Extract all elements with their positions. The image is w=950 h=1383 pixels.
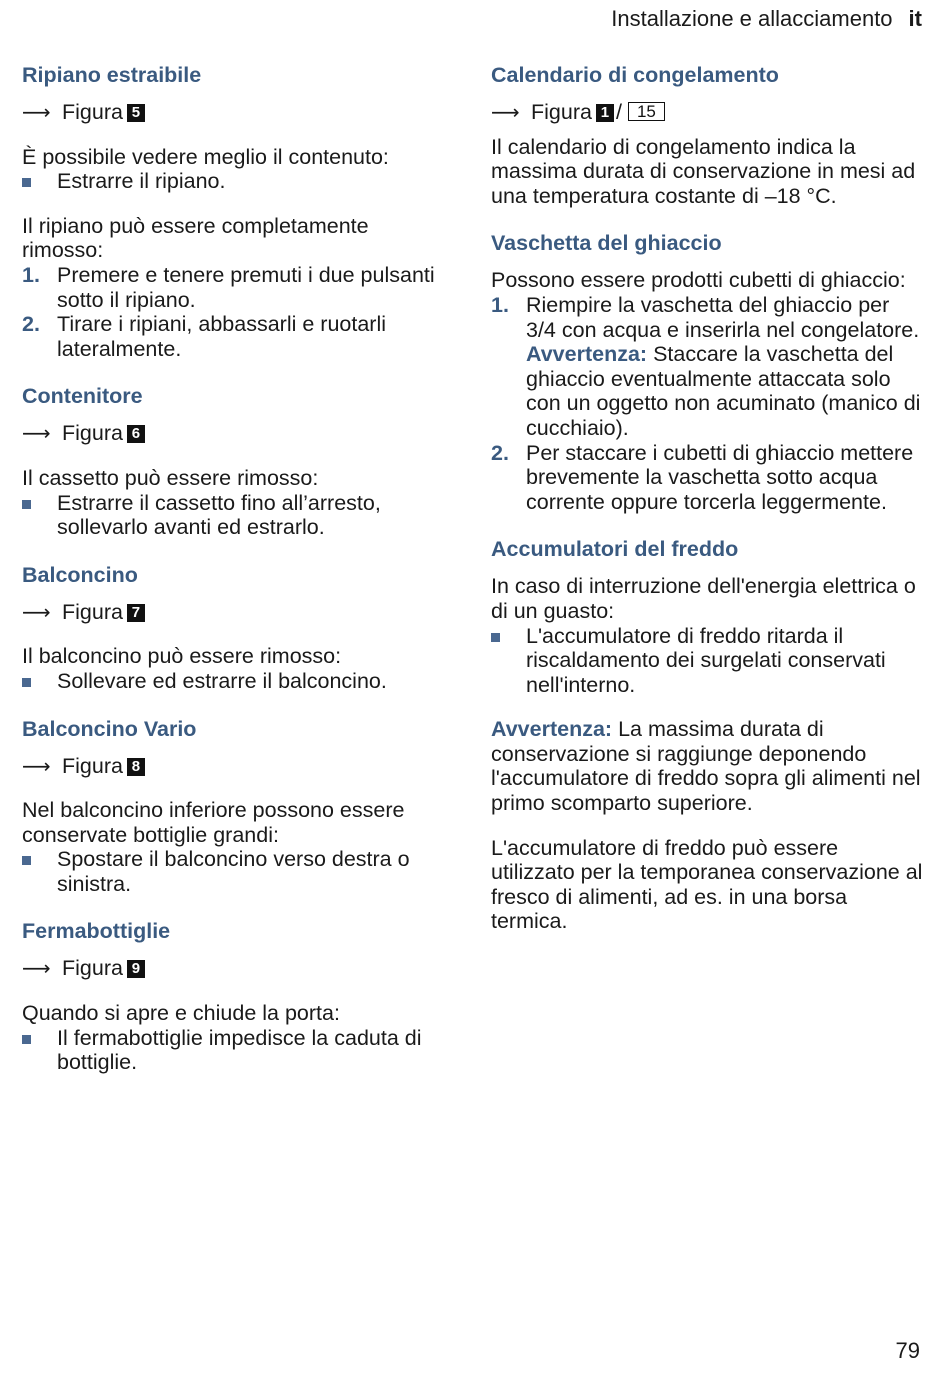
warning-label: Avvertenza: [491, 717, 613, 742]
list-item [22, 847, 452, 896]
square-bullet-icon [22, 500, 31, 509]
section-heading: Calendario di congelamento [491, 63, 779, 87]
arrow-right-icon: ⟶ [491, 100, 520, 124]
page-number: 79 [895, 1338, 920, 1363]
bullet-list [22, 847, 452, 896]
figure-label: Figura [62, 599, 123, 624]
step-number: 2. [22, 312, 40, 337]
arrow-right-icon: ⟶ [22, 100, 51, 124]
list-item-text: Il fermabottiglie impedisce la caduta di bottiglie. [57, 1025, 422, 1075]
step-number: 1. [491, 292, 509, 317]
bullet-list [491, 624, 923, 698]
list-item-text: Per staccare i cubetti di ghiaccio mettere brevemente la vaschetta sotto acqua corrente oppure torcerla leggermente. [526, 440, 914, 514]
bullet-list [22, 491, 452, 540]
step-number: 2. [491, 440, 509, 465]
list-item [491, 293, 923, 441]
section-ripiano-estraibile [22, 60, 452, 361]
section-heading: Balconcino Vario [22, 716, 197, 741]
figure-separator: / [615, 100, 622, 124]
figure-number-badge: 1 [596, 104, 614, 122]
figure-number-badge: 9 [127, 960, 145, 978]
bullet-list [22, 1026, 452, 1075]
list-item-text: Premere e tenere premuti i due pulsanti sotto il ripiano. [57, 262, 435, 312]
list-item-text: L'accumulatore di freddo ritarda il riscaldamento dei surgelati conservati nell'interno. [526, 623, 886, 697]
list-item [22, 169, 452, 194]
figure-label: Figura [62, 753, 123, 778]
list-item-text: Estrarre il ripiano. [57, 169, 226, 194]
figure-reference [22, 421, 452, 446]
section-accumulatori-freddo [491, 534, 923, 934]
list-item-text: Spostare il balconcino verso destra o sinistra. [57, 847, 410, 896]
bullet-list [22, 669, 452, 694]
arrow-right-icon: ⟶ [22, 599, 51, 624]
paragraph: L'accumulatore di freddo può essere utilizzato per la temporanea conservazione al fresco di alimenti, ad es. in una borsa termica. [491, 835, 923, 934]
section-balconcino-vario [22, 714, 452, 897]
section-heading: Contenitore [22, 384, 143, 409]
figure-label: Figura [62, 421, 123, 446]
warning-text: Staccare la vaschetta del ghiaccio eventualmente attaccata solo con un oggetto non acuminato (manico di cucchiaio). [526, 342, 921, 440]
left-column [22, 60, 452, 1095]
square-bullet-icon [22, 678, 31, 687]
list-item-text: Riempire la vaschetta del ghiaccio per 3/4 con acqua e inserirla nel congelatore. [526, 292, 920, 342]
section-heading: Balconcino [22, 562, 138, 587]
figure-reference [22, 100, 452, 125]
list-item-text: Tirare i ripiani, abbassarli e ruotarli lateralmente. [57, 312, 386, 361]
step-number: 1. [22, 262, 40, 287]
right-column [491, 60, 923, 954]
paragraph: Possono essere prodotti cubetti di ghiaccio: [491, 268, 906, 293]
figure-reference [22, 956, 452, 981]
paragraph: Quando si apre e chiude la porta: [22, 1001, 340, 1026]
language-code: it [908, 6, 922, 31]
header-title: Installazione e allacciamento [611, 6, 893, 31]
figure-reference [22, 600, 452, 625]
section-contenitore [22, 381, 452, 539]
bullet-list [22, 169, 452, 194]
paragraph: Il calendario di congelamento indica la massima durata di conservazione in mesi ad una temperatura costante di –18 °C. [491, 134, 916, 208]
square-bullet-icon [22, 1035, 31, 1044]
warning-label: Avvertenza: [526, 342, 648, 367]
figure-label: Figura [531, 100, 592, 124]
figure-number-badge: 5 [127, 104, 145, 122]
list-item [491, 441, 923, 515]
warning-paragraph [491, 717, 923, 815]
list-item [491, 624, 923, 698]
paragraph: È possibile vedere meglio il contenuto: [22, 144, 389, 169]
section-balconcino [22, 560, 452, 694]
arrow-right-icon: ⟶ [22, 753, 51, 778]
warning-text: La massima durata di conservazione si raggiunge deponendo l'accumulatore di freddo sopra gli alimenti nel primo scomparto superiore. [491, 717, 921, 816]
figure-reference [491, 100, 923, 125]
list-item-text: Estrarre il cassetto fino all’arresto, sollevarlo avanti ed estrarlo. [57, 490, 381, 540]
section-fermabottiglie [22, 916, 452, 1074]
list-item [22, 263, 452, 312]
figure-label: Figura [62, 956, 123, 981]
numbered-list [22, 263, 452, 361]
paragraph: Il ripiano può essere completamente rimosso: [22, 213, 369, 263]
list-item-text: Sollevare ed estrarre il balconcino. [57, 668, 387, 693]
figure-number-badge: 8 [127, 758, 145, 776]
square-bullet-icon [491, 633, 500, 642]
figure-number-badge: 6 [127, 425, 145, 443]
section-heading: Vaschetta del ghiaccio [491, 231, 722, 256]
figure-reference [22, 754, 452, 779]
figure-number-badge-outline: 15 [628, 102, 665, 121]
numbered-list [491, 293, 923, 514]
arrow-right-icon: ⟶ [22, 956, 51, 981]
paragraph: Il cassetto può essere rimosso: [22, 465, 319, 490]
section-heading: Fermabottiglie [22, 919, 171, 944]
list-item [22, 312, 452, 361]
paragraph: Il balconcino può essere rimosso: [22, 644, 342, 669]
section-vaschetta-ghiaccio [491, 228, 923, 514]
figure-label: Figura [62, 100, 123, 124]
square-bullet-icon [22, 178, 31, 187]
arrow-right-icon: ⟶ [22, 421, 51, 446]
section-heading: Accumulatori del freddo [491, 537, 739, 562]
section-calendario-congelamento [491, 60, 923, 208]
list-item [22, 491, 452, 540]
figure-number-badge: 7 [127, 604, 145, 622]
list-item [22, 669, 452, 694]
paragraph: Nel balconcino inferiore possono essere conservate bottiglie grandi: [22, 798, 405, 847]
section-heading: Ripiano estraibile [22, 63, 202, 87]
square-bullet-icon [22, 856, 31, 865]
page-header [611, 6, 922, 32]
paragraph: In caso di interruzione dell'energia elettrica o di un guasto: [491, 574, 916, 623]
list-item [22, 1026, 452, 1075]
